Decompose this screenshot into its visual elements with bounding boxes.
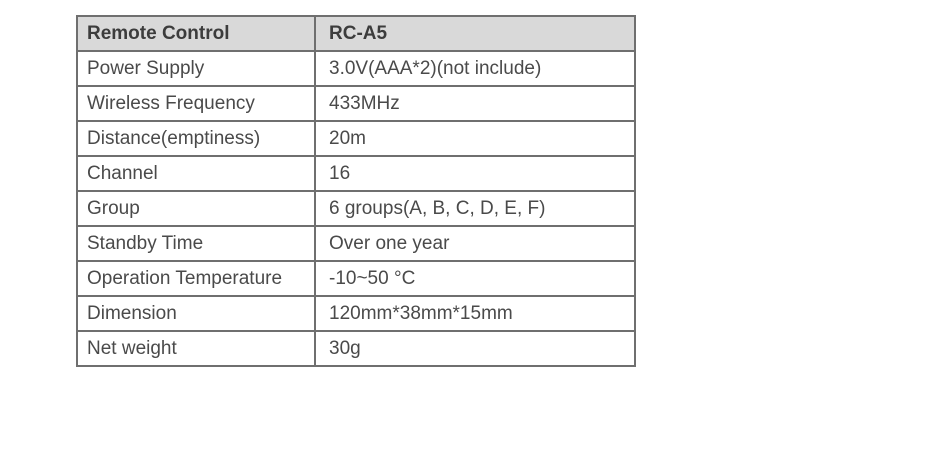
- table-row: [77, 191, 635, 226]
- row-value: 6 groups(A, B, C, D, E, F): [315, 191, 635, 226]
- spec-table: [76, 15, 636, 367]
- row-label: Distance(emptiness): [77, 121, 315, 156]
- row-value: Over one year: [315, 226, 635, 261]
- row-label: Standby Time: [77, 226, 315, 261]
- row-value: 3.0V(AAA*2)(not include): [315, 51, 635, 86]
- row-value: 16: [315, 156, 635, 191]
- table-header-row: [77, 16, 635, 51]
- row-label: Dimension: [77, 296, 315, 331]
- table-row: [77, 86, 635, 121]
- row-label: Wireless Frequency: [77, 86, 315, 121]
- row-label: Operation Temperature: [77, 261, 315, 296]
- row-value: 120mm*38mm*15mm: [315, 296, 635, 331]
- row-value: -10~50 °C: [315, 261, 635, 296]
- row-value: 30g: [315, 331, 635, 366]
- row-value: 20m: [315, 121, 635, 156]
- row-label: Net weight: [77, 331, 315, 366]
- row-value: 433MHz: [315, 86, 635, 121]
- table-row: [77, 121, 635, 156]
- table-row: [77, 261, 635, 296]
- header-value-cell: RC-A5: [315, 16, 635, 51]
- row-label: Power Supply: [77, 51, 315, 86]
- table-row: [77, 226, 635, 261]
- header-label-cell: Remote Control: [77, 16, 315, 51]
- table-row: [77, 296, 635, 331]
- row-label: Channel: [77, 156, 315, 191]
- table-row: [77, 331, 635, 366]
- table-row: [77, 156, 635, 191]
- row-label: Group: [77, 191, 315, 226]
- table-row: [77, 51, 635, 86]
